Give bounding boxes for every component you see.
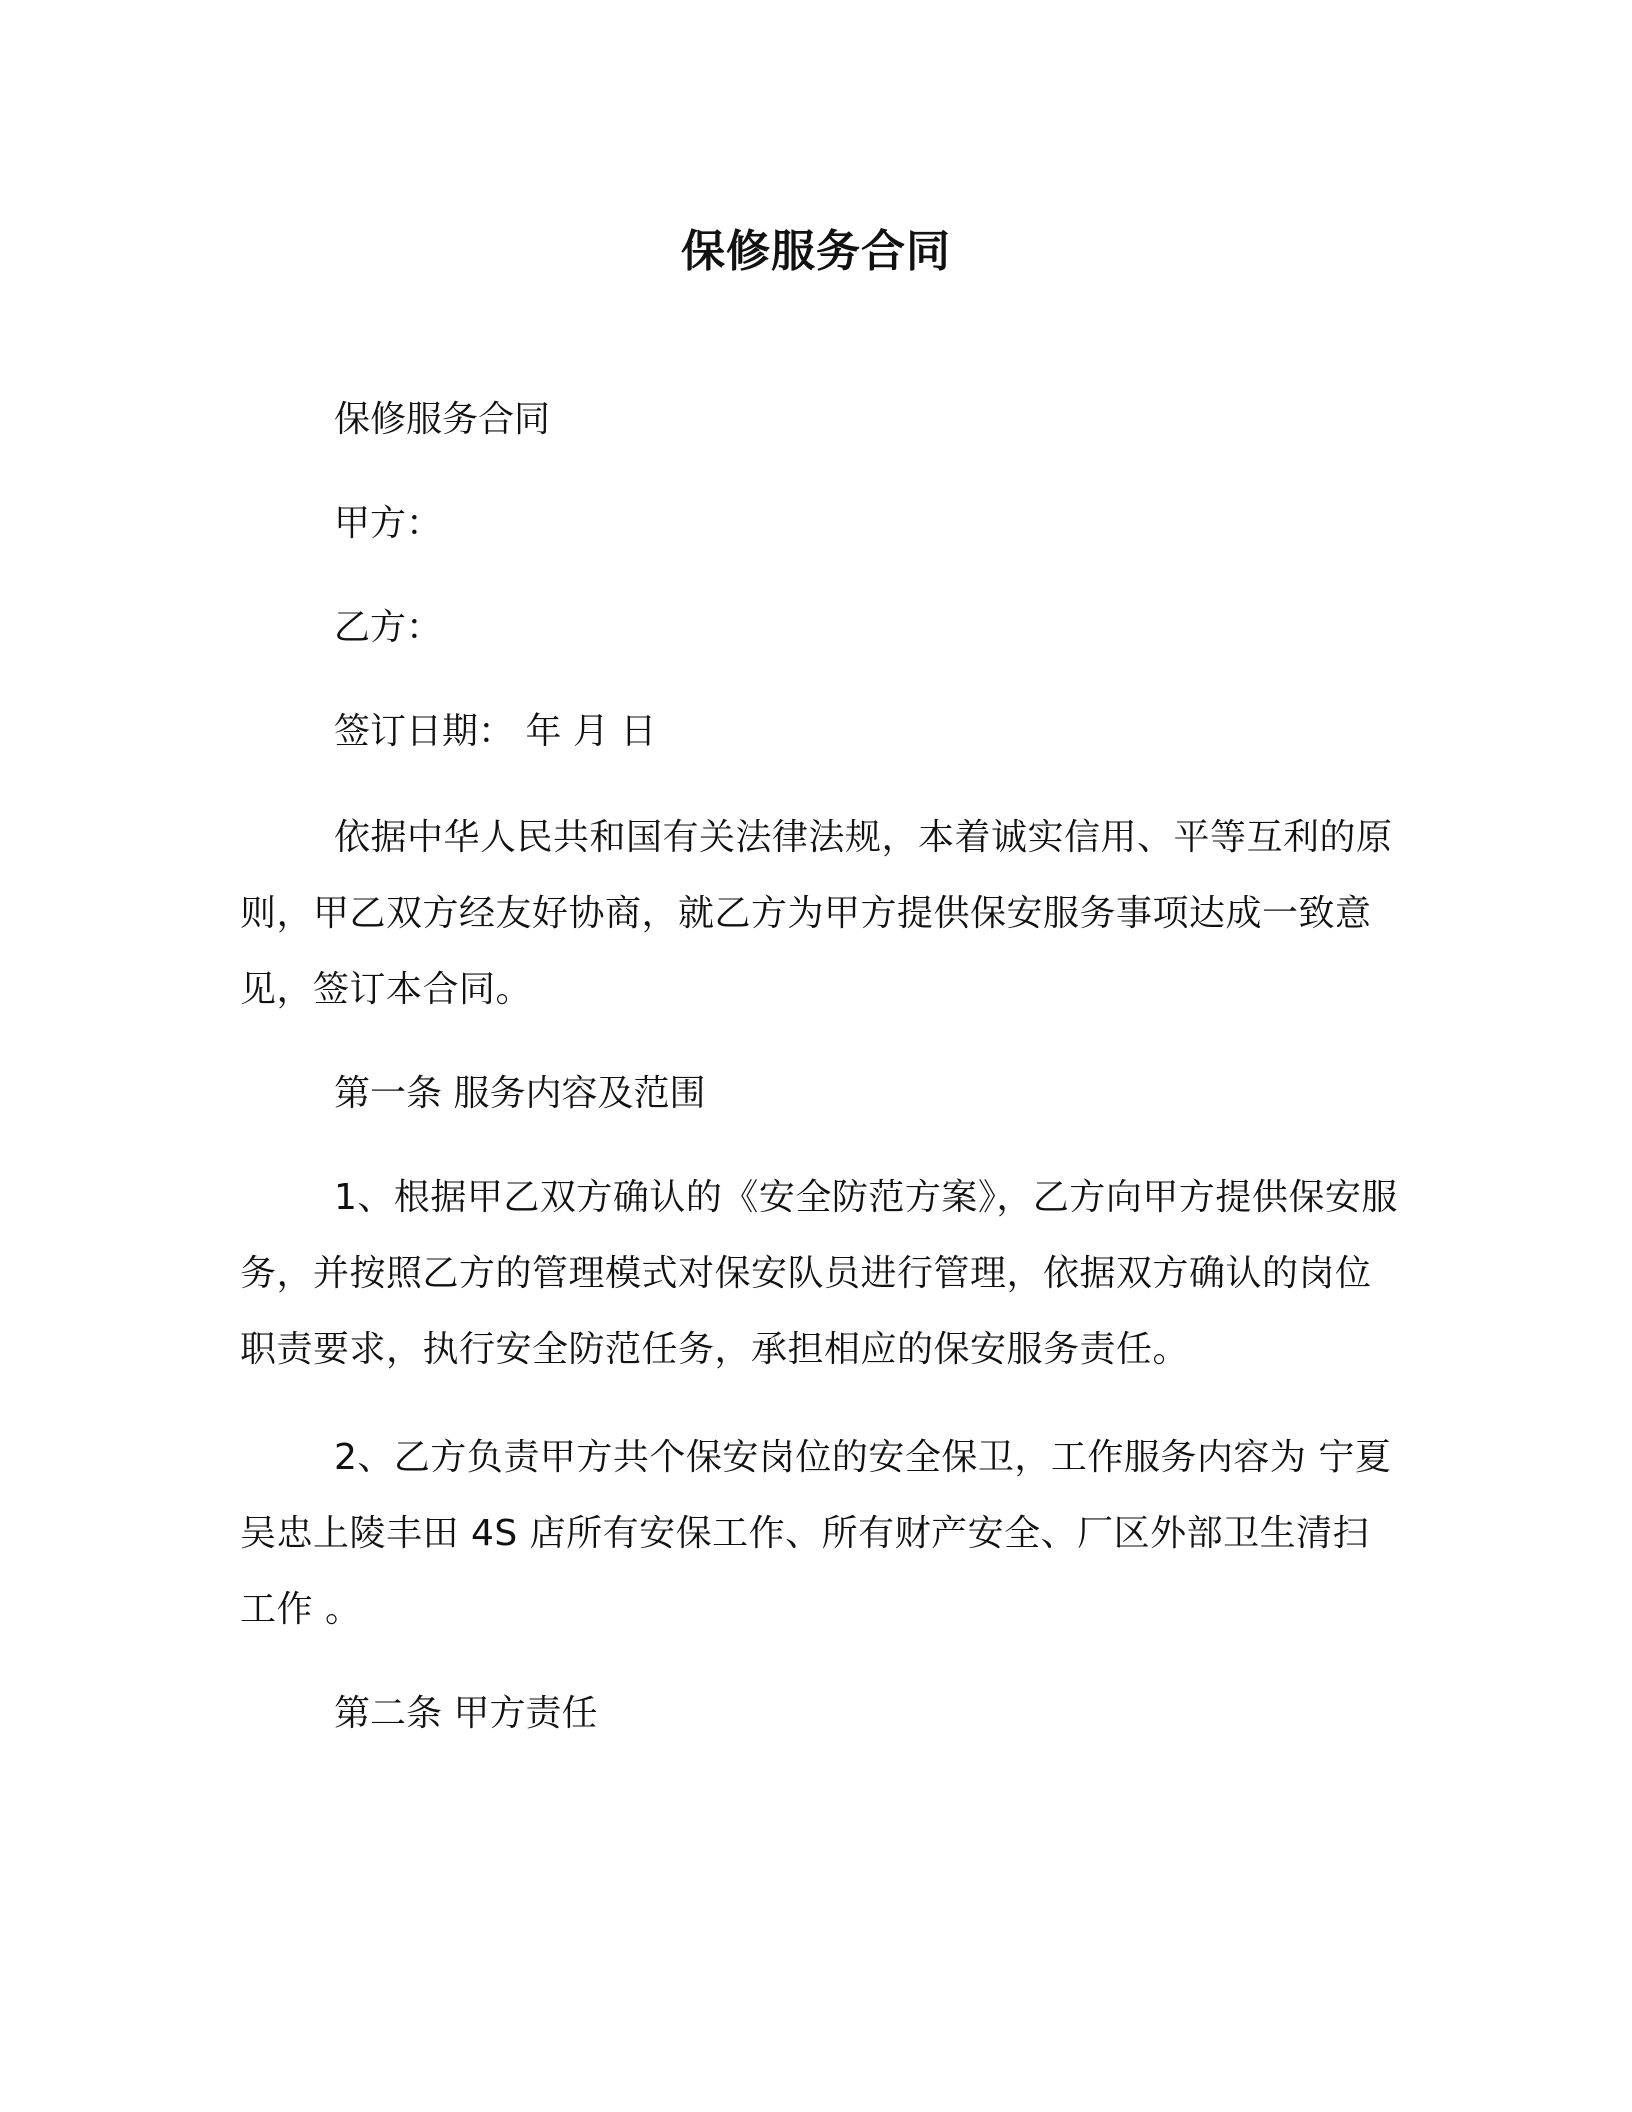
- document-title: 保修服务合同: [681, 226, 951, 277]
- article-1-heading: 第一条 服务内容及范围: [334, 1073, 706, 1114]
- intro-paragraph: 依据中华人民共和国有关法律法规，本着诚实信用、平等互利的原则，甲乙双方经友好协商，就乙方为甲方提供保安服务事项达成一致意见，签订本合同。: [240, 817, 1393, 1010]
- article-1-item-2: 2、乙方负责甲方共个保安岗位的安全保卫，工作服务内容为 宁夏吴忠上陵丰田 4S 店所有安保工作、所有财产安全、厂区外部卫生清扫工作 。: [240, 1437, 1392, 1630]
- contract-subtitle: 保修服务合同: [334, 399, 551, 440]
- article-1-item-1: 1、根据甲乙双方确认的《安全防范方案》，乙方向甲方提供保安服务，并按照乙方的管理模式对保安队员进行管理，依据双方确认的岗位职责要求，执行安全防范任务，承担相应的保安服务责任。: [240, 1177, 1398, 1370]
- article-2-heading: 第二条 甲方责任: [334, 1693, 598, 1734]
- party-b-line: 乙方：: [334, 607, 443, 648]
- sign-date-line: 签订日期： 年 月 日: [334, 711, 657, 752]
- party-a-line: 甲方：: [334, 503, 443, 544]
